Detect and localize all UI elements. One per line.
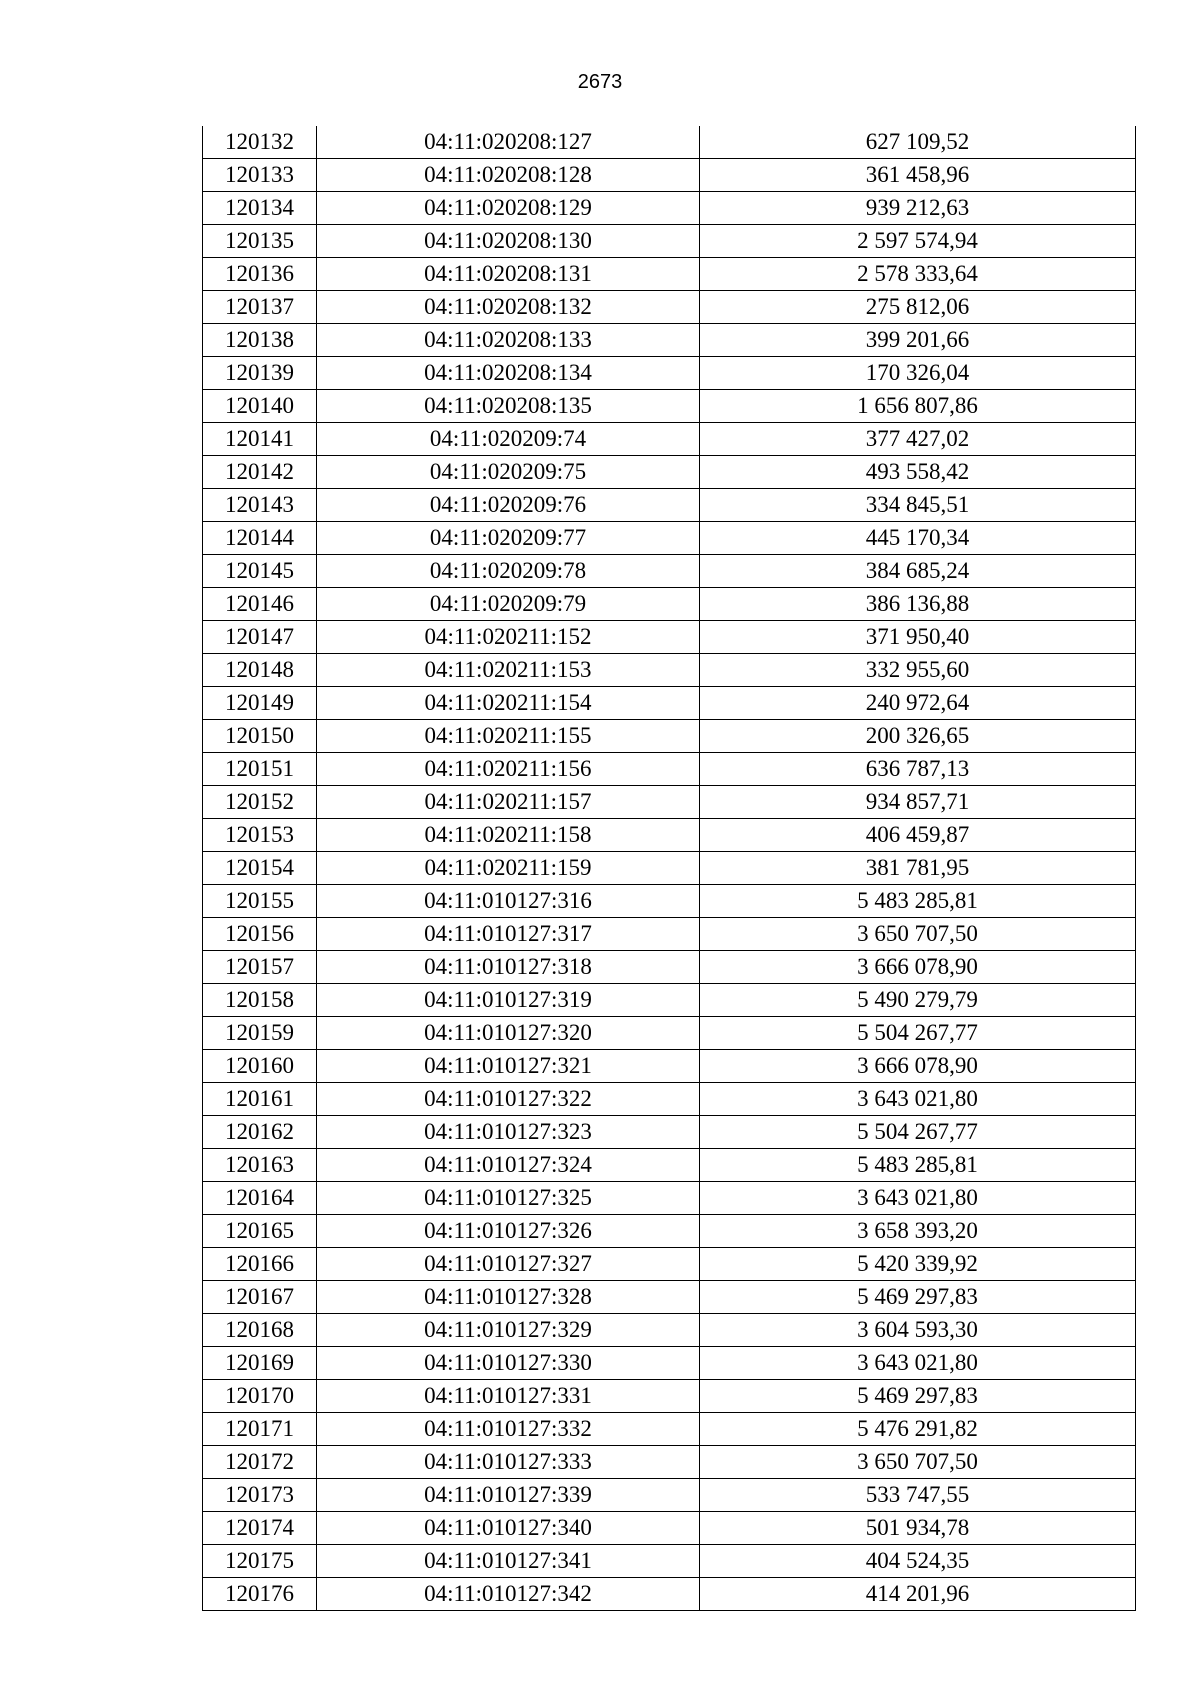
row-number-cell: 120175 xyxy=(203,1545,317,1578)
row-number-cell: 120152 xyxy=(203,786,317,819)
cadastral-number-cell: 04:11:020209:76 xyxy=(317,489,700,522)
row-number-cell: 120161 xyxy=(203,1083,317,1116)
cadastral-value-cell: 5 420 339,92 xyxy=(700,1248,1136,1281)
cadastral-number-cell: 04:11:020209:79 xyxy=(317,588,700,621)
cadastral-number-cell: 04:11:020208:129 xyxy=(317,192,700,225)
table-row xyxy=(203,423,1136,456)
cadastral-value-cell: 414 201,96 xyxy=(700,1578,1136,1611)
cadastral-value-cell: 386 136,88 xyxy=(700,588,1136,621)
cadastral-number-cell: 04:11:020208:135 xyxy=(317,390,700,423)
row-number-cell: 120134 xyxy=(203,192,317,225)
cadastral-number-cell: 04:11:020208:134 xyxy=(317,357,700,390)
cadastral-number-cell: 04:11:020211:158 xyxy=(317,819,700,852)
cadastral-value-cell: 533 747,55 xyxy=(700,1479,1136,1512)
cadastral-number-cell: 04:11:020211:153 xyxy=(317,654,700,687)
table-row xyxy=(203,1281,1136,1314)
table-row xyxy=(203,1215,1136,1248)
cadastral-value-cell: 2 597 574,94 xyxy=(700,225,1136,258)
cadastral-number-cell: 04:11:010127:339 xyxy=(317,1479,700,1512)
table-row xyxy=(203,390,1136,423)
row-number-cell: 120145 xyxy=(203,555,317,588)
cadastral-number-cell: 04:11:010127:340 xyxy=(317,1512,700,1545)
cadastral-value-cell: 3 650 707,50 xyxy=(700,918,1136,951)
table-row xyxy=(203,1512,1136,1545)
table-row xyxy=(203,126,1136,159)
table-row xyxy=(203,786,1136,819)
cadastral-value-cell: 5 483 285,81 xyxy=(700,885,1136,918)
table-row xyxy=(203,357,1136,390)
cadastral-value-cell: 5 504 267,77 xyxy=(700,1017,1136,1050)
row-number-cell: 120150 xyxy=(203,720,317,753)
cadastral-value-cell: 384 685,24 xyxy=(700,555,1136,588)
table-row xyxy=(203,621,1136,654)
cadastral-value-cell: 170 326,04 xyxy=(700,357,1136,390)
row-number-cell: 120155 xyxy=(203,885,317,918)
row-number-cell: 120162 xyxy=(203,1116,317,1149)
cadastral-number-cell: 04:11:010127:323 xyxy=(317,1116,700,1149)
table-row xyxy=(203,159,1136,192)
row-number-cell: 120144 xyxy=(203,522,317,555)
row-number-cell: 120173 xyxy=(203,1479,317,1512)
cadastral-value-cell: 636 787,13 xyxy=(700,753,1136,786)
table-row xyxy=(203,819,1136,852)
row-number-cell: 120137 xyxy=(203,291,317,324)
row-number-cell: 120166 xyxy=(203,1248,317,1281)
table-row xyxy=(203,918,1136,951)
cadastral-value-cell: 275 812,06 xyxy=(700,291,1136,324)
table-row xyxy=(203,225,1136,258)
cadastral-number-cell: 04:11:020208:132 xyxy=(317,291,700,324)
cadastral-number-cell: 04:11:020208:127 xyxy=(317,126,700,159)
row-number-cell: 120133 xyxy=(203,159,317,192)
cadastral-number-cell: 04:11:010127:331 xyxy=(317,1380,700,1413)
cadastral-value-cell: 5 504 267,77 xyxy=(700,1116,1136,1149)
cadastral-number-cell: 04:11:020209:75 xyxy=(317,456,700,489)
table-row xyxy=(203,1116,1136,1149)
cadastral-value-cell: 493 558,42 xyxy=(700,456,1136,489)
row-number-cell: 120151 xyxy=(203,753,317,786)
table-row xyxy=(203,1380,1136,1413)
row-number-cell: 120160 xyxy=(203,1050,317,1083)
table-row xyxy=(203,1314,1136,1347)
cadastral-number-cell: 04:11:020208:131 xyxy=(317,258,700,291)
table-row xyxy=(203,1149,1136,1182)
cadastral-value-table xyxy=(202,126,1136,1611)
cadastral-value-cell: 404 524,35 xyxy=(700,1545,1136,1578)
row-number-cell: 120141 xyxy=(203,423,317,456)
cadastral-value-cell: 200 326,65 xyxy=(700,720,1136,753)
row-number-cell: 120163 xyxy=(203,1149,317,1182)
row-number-cell: 120147 xyxy=(203,621,317,654)
table-row xyxy=(203,1446,1136,1479)
cadastral-value-cell: 3 643 021,80 xyxy=(700,1347,1136,1380)
cadastral-value-cell: 3 666 078,90 xyxy=(700,951,1136,984)
cadastral-number-cell: 04:11:020211:152 xyxy=(317,621,700,654)
row-number-cell: 120167 xyxy=(203,1281,317,1314)
row-number-cell: 120139 xyxy=(203,357,317,390)
table-body xyxy=(203,126,1136,1611)
cadastral-number-cell: 04:11:010127:342 xyxy=(317,1578,700,1611)
cadastral-number-cell: 04:11:010127:332 xyxy=(317,1413,700,1446)
cadastral-value-cell: 501 934,78 xyxy=(700,1512,1136,1545)
table-row xyxy=(203,1545,1136,1578)
cadastral-value-cell: 361 458,96 xyxy=(700,159,1136,192)
table-row xyxy=(203,1083,1136,1116)
cadastral-number-cell: 04:11:020211:155 xyxy=(317,720,700,753)
cadastral-number-cell: 04:11:010127:318 xyxy=(317,951,700,984)
cadastral-value-cell: 332 955,60 xyxy=(700,654,1136,687)
table-row xyxy=(203,753,1136,786)
row-number-cell: 120148 xyxy=(203,654,317,687)
row-number-cell: 120158 xyxy=(203,984,317,1017)
table-row xyxy=(203,588,1136,621)
cadastral-value-cell: 5 483 285,81 xyxy=(700,1149,1136,1182)
cadastral-number-cell: 04:11:010127:317 xyxy=(317,918,700,951)
cadastral-value-cell: 627 109,52 xyxy=(700,126,1136,159)
cadastral-value-cell: 3 643 021,80 xyxy=(700,1083,1136,1116)
cadastral-number-cell: 04:11:010127:325 xyxy=(317,1182,700,1215)
row-number-cell: 120176 xyxy=(203,1578,317,1611)
table-row xyxy=(203,258,1136,291)
cadastral-value-cell: 334 845,51 xyxy=(700,489,1136,522)
table-row xyxy=(203,489,1136,522)
cadastral-value-cell: 240 972,64 xyxy=(700,687,1136,720)
table-row xyxy=(203,720,1136,753)
cadastral-number-cell: 04:11:020211:154 xyxy=(317,687,700,720)
cadastral-value-cell: 406 459,87 xyxy=(700,819,1136,852)
table-row xyxy=(203,1413,1136,1446)
cadastral-value-cell: 3 643 021,80 xyxy=(700,1182,1136,1215)
cadastral-number-cell: 04:11:020208:133 xyxy=(317,324,700,357)
row-number-cell: 120171 xyxy=(203,1413,317,1446)
cadastral-number-cell: 04:11:010127:329 xyxy=(317,1314,700,1347)
row-number-cell: 120138 xyxy=(203,324,317,357)
row-number-cell: 120149 xyxy=(203,687,317,720)
table-row xyxy=(203,324,1136,357)
cadastral-value-cell: 3 658 393,20 xyxy=(700,1215,1136,1248)
table-row xyxy=(203,1182,1136,1215)
cadastral-number-cell: 04:11:020209:74 xyxy=(317,423,700,456)
table-row xyxy=(203,984,1136,1017)
page-number: 2673 xyxy=(577,71,623,93)
cadastral-number-cell: 04:11:010127:326 xyxy=(317,1215,700,1248)
row-number-cell: 120156 xyxy=(203,918,317,951)
cadastral-value-cell: 399 201,66 xyxy=(700,324,1136,357)
row-number-cell: 120132 xyxy=(203,126,317,159)
cadastral-number-cell: 04:11:010127:330 xyxy=(317,1347,700,1380)
table-row xyxy=(203,192,1136,225)
cadastral-number-cell: 04:11:020211:157 xyxy=(317,786,700,819)
row-number-cell: 120159 xyxy=(203,1017,317,1050)
row-number-cell: 120164 xyxy=(203,1182,317,1215)
cadastral-value-cell: 934 857,71 xyxy=(700,786,1136,819)
cadastral-value-cell: 5 476 291,82 xyxy=(700,1413,1136,1446)
table-row xyxy=(203,456,1136,489)
cadastral-number-cell: 04:11:020208:128 xyxy=(317,159,700,192)
row-number-cell: 120169 xyxy=(203,1347,317,1380)
table-row xyxy=(203,1017,1136,1050)
row-number-cell: 120146 xyxy=(203,588,317,621)
table-row xyxy=(203,654,1136,687)
row-number-cell: 120153 xyxy=(203,819,317,852)
table-row xyxy=(203,951,1136,984)
row-number-cell: 120170 xyxy=(203,1380,317,1413)
row-number-cell: 120135 xyxy=(203,225,317,258)
row-number-cell: 120165 xyxy=(203,1215,317,1248)
table-row xyxy=(203,1479,1136,1512)
cadastral-value-cell: 3 650 707,50 xyxy=(700,1446,1136,1479)
cadastral-value-cell: 5 469 297,83 xyxy=(700,1380,1136,1413)
cadastral-number-cell: 04:11:010127:322 xyxy=(317,1083,700,1116)
row-number-cell: 120140 xyxy=(203,390,317,423)
table-row xyxy=(203,1248,1136,1281)
cadastral-number-cell: 04:11:010127:341 xyxy=(317,1545,700,1578)
cadastral-value-cell: 445 170,34 xyxy=(700,522,1136,555)
table-row xyxy=(203,522,1136,555)
cadastral-value-cell: 1 656 807,86 xyxy=(700,390,1136,423)
table-row xyxy=(203,555,1136,588)
cadastral-number-cell: 04:11:020208:130 xyxy=(317,225,700,258)
cadastral-value-cell: 3 666 078,90 xyxy=(700,1050,1136,1083)
cadastral-value-cell: 939 212,63 xyxy=(700,192,1136,225)
cadastral-number-cell: 04:11:010127:319 xyxy=(317,984,700,1017)
cadastral-number-cell: 04:11:010127:321 xyxy=(317,1050,700,1083)
cadastral-value-cell: 381 781,95 xyxy=(700,852,1136,885)
row-number-cell: 120136 xyxy=(203,258,317,291)
table-row xyxy=(203,687,1136,720)
cadastral-value-cell: 5 469 297,83 xyxy=(700,1281,1136,1314)
table-row xyxy=(203,852,1136,885)
row-number-cell: 120142 xyxy=(203,456,317,489)
row-number-cell: 120172 xyxy=(203,1446,317,1479)
cadastral-number-cell: 04:11:010127:328 xyxy=(317,1281,700,1314)
cadastral-number-cell: 04:11:020211:159 xyxy=(317,852,700,885)
cadastral-value-cell: 5 490 279,79 xyxy=(700,984,1136,1017)
cadastral-value-cell: 3 604 593,30 xyxy=(700,1314,1136,1347)
cadastral-value-cell: 377 427,02 xyxy=(700,423,1136,456)
table-row xyxy=(203,1050,1136,1083)
cadastral-number-cell: 04:11:020211:156 xyxy=(317,753,700,786)
cadastral-number-cell: 04:11:010127:324 xyxy=(317,1149,700,1182)
table-row xyxy=(203,1578,1136,1611)
cadastral-number-cell: 04:11:020209:77 xyxy=(317,522,700,555)
row-number-cell: 120174 xyxy=(203,1512,317,1545)
cadastral-number-cell: 04:11:010127:320 xyxy=(317,1017,700,1050)
cadastral-value-cell: 371 950,40 xyxy=(700,621,1136,654)
cadastral-number-cell: 04:11:020209:78 xyxy=(317,555,700,588)
cadastral-number-cell: 04:11:010127:316 xyxy=(317,885,700,918)
table-row xyxy=(203,885,1136,918)
cadastral-number-cell: 04:11:010127:333 xyxy=(317,1446,700,1479)
table-row xyxy=(203,1347,1136,1380)
row-number-cell: 120154 xyxy=(203,852,317,885)
table-row xyxy=(203,291,1136,324)
cadastral-number-cell: 04:11:010127:327 xyxy=(317,1248,700,1281)
row-number-cell: 120143 xyxy=(203,489,317,522)
cadastral-value-cell: 2 578 333,64 xyxy=(700,258,1136,291)
row-number-cell: 120157 xyxy=(203,951,317,984)
row-number-cell: 120168 xyxy=(203,1314,317,1347)
